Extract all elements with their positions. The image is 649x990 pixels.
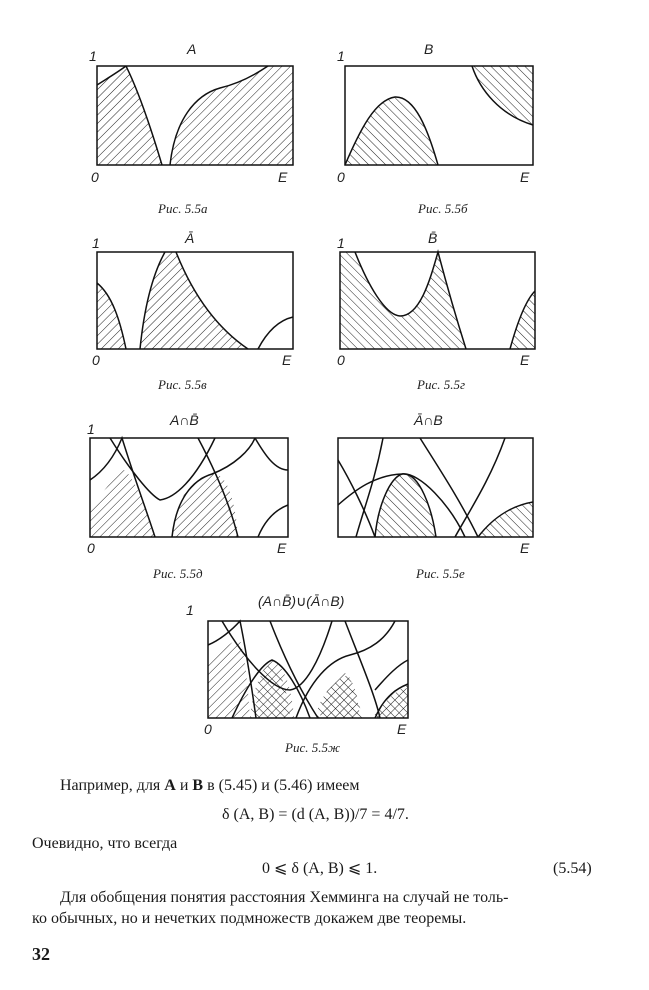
axis-e-label: E <box>278 169 288 185</box>
figure-5-5b <box>337 41 533 216</box>
figure-caption: Рис. 5.5д <box>153 566 203 581</box>
axis-zero-label: 0 <box>337 169 345 185</box>
figure-caption: Рис. 5.5ж <box>285 740 341 755</box>
figure-title: (A∩B̄)∪(Ā∩B) <box>258 593 345 609</box>
axis-one-label: 1 <box>186 602 194 618</box>
axis-zero-label: 0 <box>337 352 345 368</box>
figure-title: B̄ <box>428 230 438 246</box>
text-line-2: Очевидно, что всегда <box>32 835 178 852</box>
paragraph-line-2: ко обычных, но и нечетких подмножеств докажем две теоремы. <box>32 910 467 927</box>
figure-caption: Рис. 5.5г <box>417 377 466 392</box>
figure-caption: Рис. 5.5б <box>418 201 468 216</box>
figure-title: Ā∩B <box>414 412 443 428</box>
paragraph-line-1: Для обобщения понятия расстояния Хемминга на случай не толь- <box>60 889 509 906</box>
axis-e-label: E <box>520 352 530 368</box>
page-number: 32 <box>32 944 50 964</box>
figure-5-5e <box>338 412 533 581</box>
axis-one-label: 1 <box>89 48 97 64</box>
figure-5-5a <box>89 41 293 216</box>
axis-e-label: E <box>397 721 407 737</box>
text-line-1-post: в (5.45) и (5.46) имеем <box>203 777 360 794</box>
figure-title: A∩B̄ <box>170 412 199 428</box>
axis-zero-label: 0 <box>87 540 95 556</box>
figure-title: A <box>187 41 197 57</box>
set-a-label: A <box>164 777 176 794</box>
figure-caption: Рис. 5.5а <box>158 201 208 216</box>
text-line-1 <box>60 775 360 797</box>
text-line-1-mid: и <box>175 777 193 794</box>
axis-one-label: 1 <box>337 235 345 251</box>
axis-one-label: 1 <box>87 421 95 437</box>
formula-distance: δ (A, B) = (d (A, B))/7 = 4/7. <box>222 806 409 823</box>
axis-e-label: E <box>277 540 287 556</box>
axis-e-label: E <box>520 540 530 556</box>
formula-number: (5.54) <box>553 860 592 877</box>
formula-inequality: 0 ⩽ δ (A, B) ⩽ 1. <box>262 860 378 877</box>
figure-caption: Рис. 5.5в <box>158 377 207 392</box>
axis-one-label: 1 <box>337 48 345 64</box>
axis-e-label: E <box>282 352 292 368</box>
axis-e-label: E <box>520 169 530 185</box>
axis-zero-label: 0 <box>92 352 100 368</box>
set-b-label: B <box>192 777 204 794</box>
figure-5-5g <box>337 230 535 392</box>
axis-one-label: 1 <box>92 235 100 251</box>
figure-title: B <box>424 41 434 57</box>
figure-5-5v <box>92 230 293 392</box>
figure-5-5zh <box>186 593 408 755</box>
figure-5-5d <box>87 412 288 581</box>
text-line-1-pre: Например, для <box>60 777 165 794</box>
figure-title: Ā <box>185 230 195 246</box>
axis-zero-label: 0 <box>91 169 99 185</box>
axis-zero-label: 0 <box>204 721 212 737</box>
figure-caption: Рис. 5.5е <box>416 566 465 581</box>
